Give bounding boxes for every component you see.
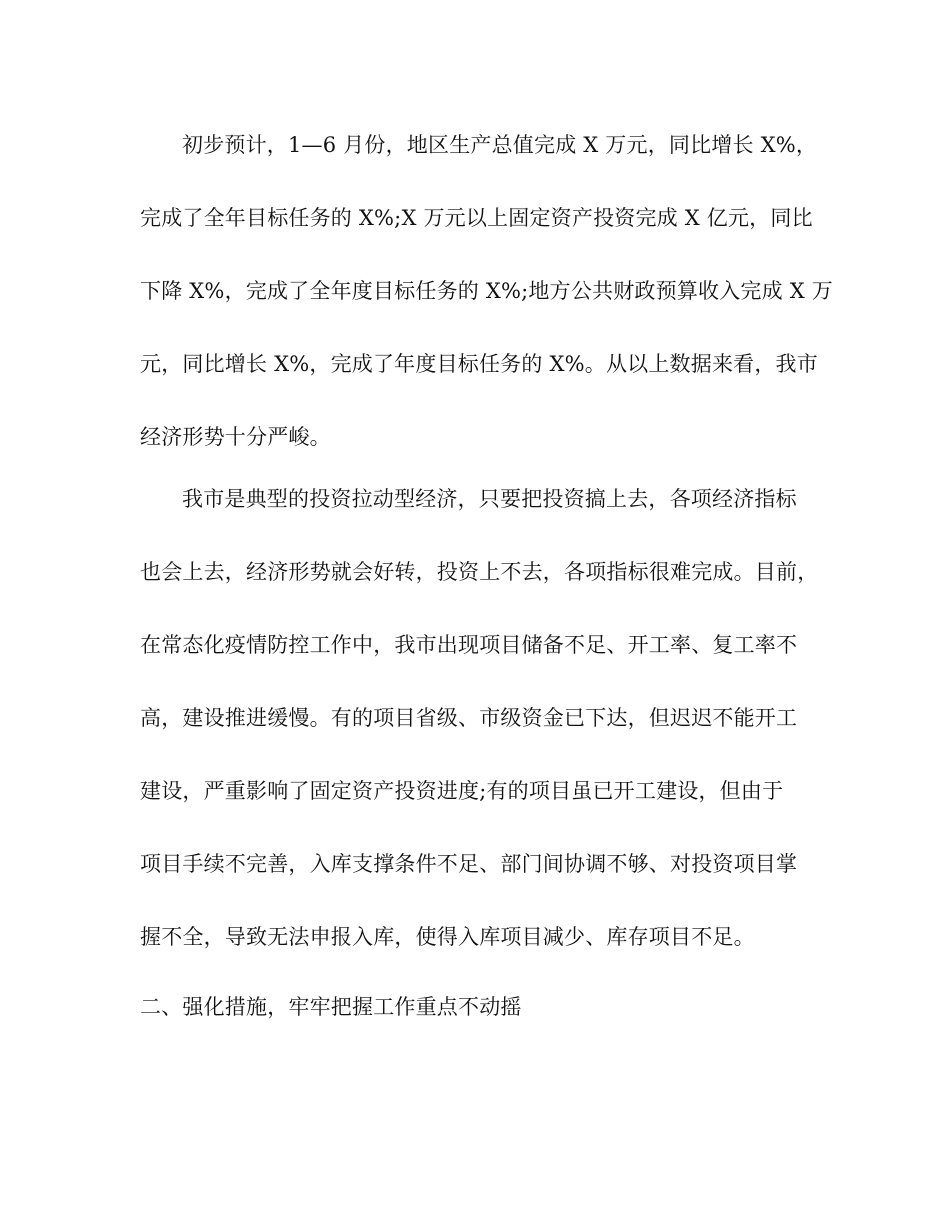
paragraph-2-line-3: 在常态化疫情防控工作中，我市出现项目储备不足、开工率、复工率不 bbox=[140, 633, 798, 657]
paragraph-1-line-2: 完成了全年目标任务的 X%;X 万元以上固定资产投资完成 X 亿元，同比 bbox=[140, 206, 813, 230]
paragraph-1-line-4: 元，同比增长 X%，完成了年度目标任务的 X%。从以上数据来看，我市 bbox=[140, 352, 818, 376]
section-heading: 二、强化措施，牢牢把握工作重点不动摇 bbox=[140, 995, 522, 1019]
paragraph-2-line-6: 项目手续不完善，入库支撑条件不足、部门间协调不够、对投资项目掌 bbox=[140, 852, 798, 876]
paragraph-2-line-7: 握不全，导致无法申报入库，使得入库项目减少、库存项目不足。 bbox=[140, 925, 755, 949]
paragraph-2-line-5: 建设，严重影响了固定资产投资进度;有的项目虽已开工建设，但由于 bbox=[140, 779, 784, 803]
paragraph-2-line-1: 我市是典型的投资拉动型经济，只要把投资搞上去，各项经济指标 bbox=[182, 487, 797, 511]
paragraph-1-line-5: 经济形势十分严峻。 bbox=[140, 425, 331, 449]
paragraph-2-line-2: 也会上去，经济形势就会好转，投资上不去，各项指标很难完成。目前， bbox=[140, 560, 819, 584]
paragraph-2-line-4: 高，建设推进缓慢。有的项目省级、市级资金已下达，但迟迟不能开工 bbox=[140, 706, 798, 730]
paragraph-1-line-1: 初步预计，1—6 月份，地区生产总值完成 X 万元，同比增长 X%， bbox=[182, 133, 818, 157]
paragraph-1-line-3: 下降 X%，完成了全年度目标任务的 X%;地方公共财政预算收入完成 X 万 bbox=[140, 279, 833, 303]
